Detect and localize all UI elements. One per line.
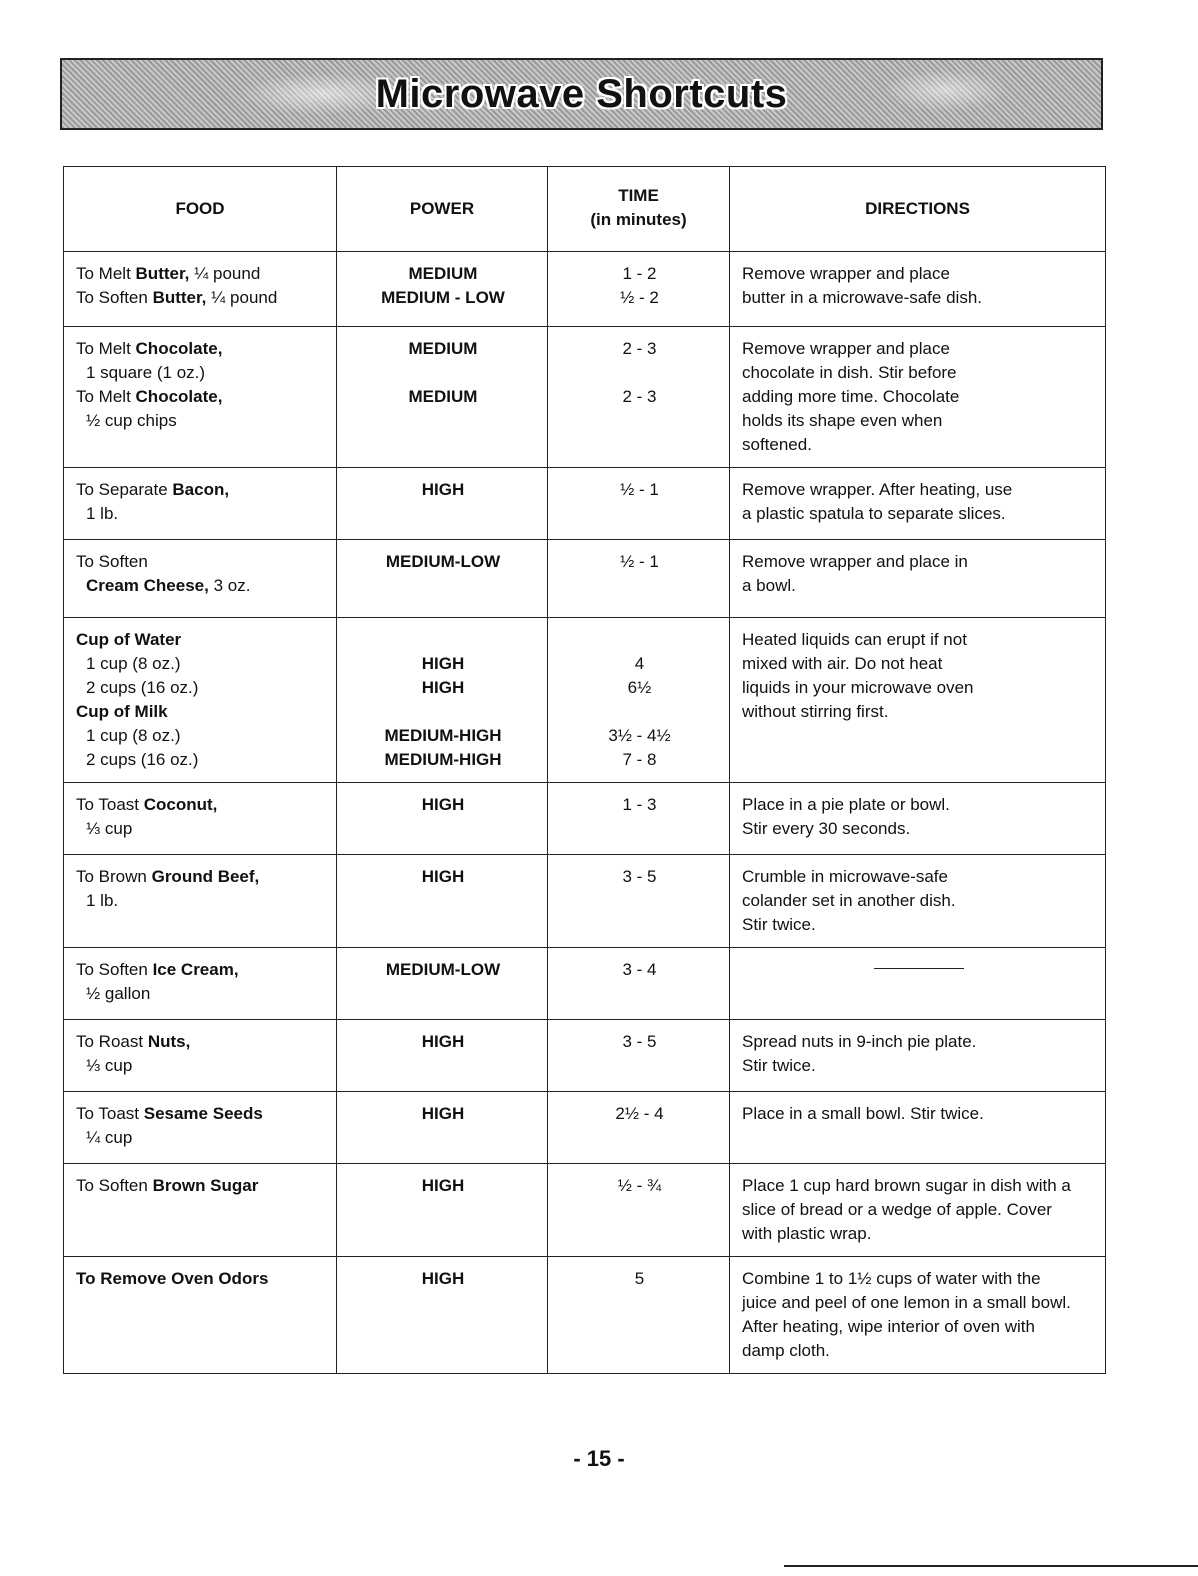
directions-line: After heating, wipe interior of oven with	[742, 1317, 1035, 1336]
food-cell	[64, 948, 337, 1020]
food-text-pre: To Roast	[76, 1032, 148, 1051]
directions-line: juice and peel of one lemon in a small bowl.	[742, 1293, 1071, 1312]
time-cell	[548, 1092, 730, 1164]
food-line	[76, 574, 326, 598]
food-line	[76, 793, 326, 817]
time-cell	[548, 618, 730, 783]
time-cell	[548, 252, 730, 327]
directions-line: Stir every 30 seconds.	[742, 819, 911, 838]
food-text-post: ¼ pound	[206, 288, 278, 307]
power-cell	[337, 948, 548, 1020]
title-banner	[60, 58, 1103, 130]
food-text-bold: Cup of Milk	[76, 702, 168, 721]
time-value: 3 - 4	[622, 960, 657, 979]
food-text-bold: Coconut,	[143, 795, 218, 814]
time-value: 1 - 2	[622, 264, 657, 283]
time-cell	[548, 540, 730, 618]
food-text-bold: Brown Sugar	[152, 1176, 259, 1195]
power-level: MEDIUM	[408, 387, 478, 406]
table-row	[64, 468, 1106, 540]
directions-cell	[730, 468, 1106, 540]
power-level: MEDIUM-HIGH	[384, 750, 502, 769]
table-row	[64, 855, 1106, 948]
food-line	[76, 628, 326, 652]
food-line	[76, 865, 326, 889]
time-value: 3½ - 4½	[608, 726, 671, 745]
footer-rule	[784, 1565, 1198, 1567]
time-value	[560, 628, 719, 652]
time-value	[560, 700, 719, 724]
food-line	[76, 286, 326, 310]
directions-cell	[730, 948, 1106, 1020]
food-text-pre: To Soften	[76, 288, 153, 307]
time-cell	[548, 468, 730, 540]
food-text-bold: Sesame Seeds	[143, 1104, 263, 1123]
food-line	[76, 361, 326, 385]
directions-line: holds its shape even when	[742, 411, 943, 430]
directions-line: Remove wrapper. After heating, use	[742, 480, 1013, 499]
food-cell	[64, 327, 337, 468]
directions-line: a bowl.	[742, 576, 796, 595]
directions-cell	[730, 327, 1106, 468]
food-line	[76, 385, 326, 409]
food-line	[76, 748, 326, 772]
time-cell	[548, 855, 730, 948]
power-cell	[337, 1164, 548, 1257]
directions-line: colander set in another dish.	[742, 891, 956, 910]
header-food: FOOD	[64, 167, 337, 252]
time-value: 3 - 5	[622, 1032, 657, 1051]
power-cell	[337, 783, 548, 855]
directions-line: Remove wrapper and place	[742, 339, 950, 358]
directions-line: Combine 1 to 1½ cups of water with the	[742, 1269, 1041, 1288]
food-line	[76, 982, 326, 1006]
directions-line: Place in a small bowl. Stir twice.	[742, 1104, 984, 1123]
food-text-pre: 2 cups (16 oz.)	[86, 678, 199, 697]
directions-line: butter in a microwave-safe dish.	[742, 288, 982, 307]
food-line	[76, 1126, 326, 1150]
time-value: 3 - 5	[622, 867, 657, 886]
directions-line: adding more time. Chocolate	[742, 387, 960, 406]
food-text-pre: To Toast	[76, 795, 144, 814]
food-text-pre: To Soften	[76, 552, 148, 571]
directions-line: liquids in your microwave oven	[742, 678, 974, 697]
food-text-pre: ⅓ cup	[86, 1056, 133, 1075]
table-row	[64, 1164, 1106, 1257]
food-cell	[64, 1092, 337, 1164]
directions-line: Place in a pie plate or bowl.	[742, 795, 950, 814]
directions-cell	[730, 618, 1106, 783]
power-level: HIGH	[421, 867, 465, 886]
food-line	[76, 724, 326, 748]
food-cell	[64, 618, 337, 783]
directions-cell	[730, 783, 1106, 855]
time-value	[560, 361, 719, 385]
time-value: 1 - 3	[622, 795, 657, 814]
power-level: MEDIUM-HIGH	[384, 726, 502, 745]
directions-line: Stir twice.	[742, 1056, 816, 1075]
food-text-pre: To Melt	[76, 264, 136, 283]
power-level: HIGH	[421, 678, 465, 697]
power-level: HIGH	[421, 1032, 465, 1051]
food-text-bold: Ice Cream,	[152, 960, 239, 979]
food-cell	[64, 1020, 337, 1092]
directions-line: chocolate in dish. Stir before	[742, 363, 957, 382]
power-level: HIGH	[421, 1104, 465, 1123]
food-line	[76, 1030, 326, 1054]
food-line	[76, 502, 326, 526]
power-cell	[337, 618, 548, 783]
time-value: 6½	[627, 678, 652, 697]
table-row	[64, 252, 1106, 327]
directions-cell	[730, 1092, 1106, 1164]
food-text-pre: To Toast	[76, 1104, 144, 1123]
food-cell	[64, 783, 337, 855]
directions-line: a plastic spatula to separate slices.	[742, 504, 1006, 523]
food-line	[76, 958, 326, 982]
food-line	[76, 700, 326, 724]
time-cell	[548, 1164, 730, 1257]
time-cell	[548, 948, 730, 1020]
directions-cell	[730, 540, 1106, 618]
power-level	[349, 700, 537, 724]
header-directions: DIRECTIONS	[730, 167, 1106, 252]
food-text-pre: ⅓ cup	[86, 819, 133, 838]
food-text-bold: Cream Cheese,	[86, 576, 209, 595]
time-cell	[548, 783, 730, 855]
time-value: ½ - 1	[620, 552, 659, 571]
food-cell	[64, 855, 337, 948]
directions-line: slice of bread or a wedge of apple. Cover	[742, 1200, 1052, 1219]
power-cell	[337, 540, 548, 618]
power-cell	[337, 252, 548, 327]
time-value: 2 - 3	[622, 339, 657, 358]
directions-cell	[730, 1164, 1106, 1257]
power-cell	[337, 327, 548, 468]
time-value: ½ - 1	[620, 480, 659, 499]
food-text-bold: Chocolate,	[135, 387, 223, 406]
table-row	[64, 618, 1106, 783]
food-text-pre: ½ cup chips	[86, 411, 177, 430]
time-value: ½ - 2	[620, 288, 659, 307]
food-line	[76, 337, 326, 361]
power-level: HIGH	[421, 795, 465, 814]
directions-cell	[730, 1257, 1106, 1374]
directions-line: softened.	[742, 435, 812, 454]
page-number: - 15 -	[573, 1446, 625, 1471]
power-cell	[337, 1092, 548, 1164]
page-title: Microwave Shortcuts	[375, 71, 788, 116]
directions-line: Crumble in microwave-safe	[742, 867, 948, 886]
food-text-pre: 1 lb.	[86, 891, 119, 910]
time-value: ½ - ¾	[617, 1176, 662, 1195]
food-text-post: 3 oz.	[208, 576, 251, 595]
food-cell	[64, 468, 337, 540]
shortcuts-table	[63, 166, 1106, 1374]
table-row	[64, 1020, 1106, 1092]
food-text-bold: Bacon,	[172, 480, 230, 499]
power-level: HIGH	[421, 480, 465, 499]
directions-line: Spread nuts in 9-inch pie plate.	[742, 1032, 977, 1051]
food-text-pre: To Soften	[76, 960, 153, 979]
directions-line: Place 1 cup hard brown sugar in dish with a	[742, 1176, 1071, 1195]
food-text-pre: 1 square (1 oz.)	[86, 363, 206, 382]
directions-line: with plastic wrap.	[742, 1224, 872, 1243]
food-text-bold: Butter,	[152, 288, 207, 307]
power-level: HIGH	[421, 654, 465, 673]
directions-line: Remove wrapper and place	[742, 264, 950, 283]
time-cell	[548, 327, 730, 468]
power-cell	[337, 1020, 548, 1092]
food-line	[76, 262, 326, 286]
directions-line: damp cloth.	[742, 1341, 830, 1360]
table-row	[64, 540, 1106, 618]
power-level: MEDIUM	[408, 339, 478, 358]
food-line	[76, 817, 326, 841]
food-text-pre: To Soften	[76, 1176, 153, 1195]
power-cell	[337, 855, 548, 948]
header-power: POWER	[337, 167, 548, 252]
power-level: MEDIUM-LOW	[385, 552, 501, 571]
no-directions-dash	[874, 968, 964, 969]
time-value: 4	[634, 654, 645, 673]
food-cell	[64, 252, 337, 327]
power-cell	[337, 1257, 548, 1374]
food-cell	[64, 1164, 337, 1257]
food-line	[76, 889, 326, 913]
power-level: HIGH	[421, 1269, 465, 1288]
directions-line: Remove wrapper and place in	[742, 552, 968, 571]
table-row	[64, 1257, 1106, 1374]
header-time-line2: (in minutes)	[590, 210, 687, 229]
directions-line: Stir twice.	[742, 915, 816, 934]
food-line	[76, 1054, 326, 1078]
food-cell	[64, 1257, 337, 1374]
table-row	[64, 1092, 1106, 1164]
power-level: MEDIUM	[408, 264, 478, 283]
time-cell	[548, 1257, 730, 1374]
time-value: 2 - 3	[622, 387, 657, 406]
food-line	[76, 1174, 326, 1198]
table-row	[64, 948, 1106, 1020]
table-row	[64, 783, 1106, 855]
food-line	[76, 1102, 326, 1126]
food-text-pre: To Melt	[76, 387, 136, 406]
header-time	[548, 167, 730, 252]
directions-line: without stirring first.	[742, 702, 889, 721]
food-text-pre: ½ gallon	[86, 984, 151, 1003]
power-level: MEDIUM - LOW	[381, 288, 505, 307]
food-text-pre: ¼ cup	[86, 1128, 133, 1147]
directions-cell	[730, 1020, 1106, 1092]
food-text-bold: Cup of Water	[76, 630, 182, 649]
header-time-line1: TIME	[618, 186, 659, 205]
power-level	[349, 628, 537, 652]
time-value: 2½ - 4	[615, 1104, 664, 1123]
food-text-pre: 1 cup (8 oz.)	[86, 654, 181, 673]
time-value: 7 - 8	[622, 750, 657, 769]
food-text-bold: Butter,	[135, 264, 190, 283]
time-cell	[548, 1020, 730, 1092]
food-line	[76, 409, 326, 433]
food-text-pre: 1 cup (8 oz.)	[86, 726, 181, 745]
directions-cell	[730, 855, 1106, 948]
power-level: MEDIUM-LOW	[385, 960, 501, 979]
directions-line: Heated liquids can erupt if not	[742, 630, 967, 649]
food-text-bold: Ground Beef,	[151, 867, 260, 886]
food-text-pre: To Melt	[76, 339, 136, 358]
directions-cell	[730, 252, 1106, 327]
food-text-pre: 1 lb.	[86, 504, 119, 523]
food-text-bold: Chocolate,	[135, 339, 223, 358]
directions-line: mixed with air. Do not heat	[742, 654, 943, 673]
food-line	[76, 478, 326, 502]
food-line	[76, 550, 326, 574]
food-text-post: ¼ pound	[189, 264, 261, 283]
food-line	[76, 1267, 326, 1291]
food-cell	[64, 540, 337, 618]
header-row	[64, 167, 1106, 252]
food-line	[76, 676, 326, 700]
table-row	[64, 327, 1106, 468]
food-text-bold: To Remove Oven Odors	[76, 1269, 269, 1288]
food-text-pre: 2 cups (16 oz.)	[86, 750, 199, 769]
time-value: 5	[634, 1269, 645, 1288]
food-text-pre: To Brown	[76, 867, 152, 886]
food-line	[76, 652, 326, 676]
food-text-pre: To Separate	[76, 480, 173, 499]
power-level	[349, 361, 537, 385]
food-text-bold: Nuts,	[147, 1032, 191, 1051]
power-level: HIGH	[421, 1176, 465, 1195]
power-cell	[337, 468, 548, 540]
